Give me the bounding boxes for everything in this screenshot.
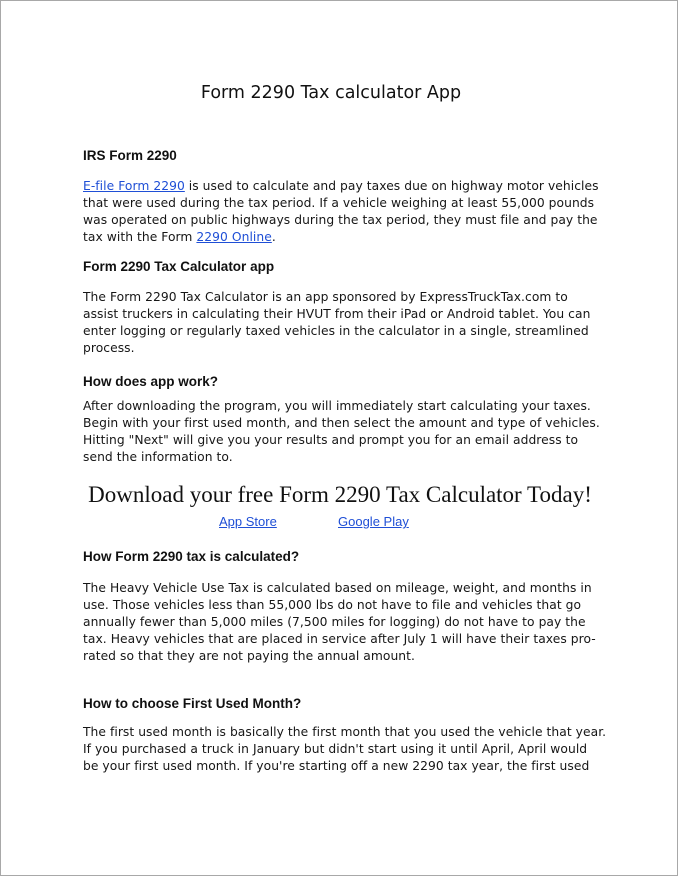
heading-tax-calculator-app: Form 2290 Tax Calculator app [83,259,275,274]
app-store-link[interactable]: App Store [219,514,277,529]
download-heading: Download your free Form 2290 Tax Calculator Today! [88,482,592,507]
heading-how-does-app-work: How does app work? [83,374,219,389]
paragraph-line: If you purchased a truck in January but didn't start using it until April, April would [83,742,588,756]
paragraph-line: rated so that they are not paying the annual amount. [83,649,415,663]
paragraph-first-used-month [83,724,607,775]
2290-online-link[interactable]: 2290 Online [196,230,272,244]
text-run: is used to calculate and pay taxes due on highway motor vehicles [184,179,599,193]
paragraph-line: process. [83,341,135,355]
text-run: . [271,230,276,244]
paragraph-line: that were used during the tax period. If a vehicle weighing at least 55,000 pounds [83,196,595,210]
paragraph-irs-form-2290 [83,178,603,246]
paragraph-line: assist truckers in calculating their HVUT from their iPad or Android tablet. You can [83,307,591,321]
paragraph-line: was operated on public highways during the tax period, they must file and pay the [83,213,598,227]
paragraph-line: annually fewer than 5,000 miles (7,500 miles for logging) do not have to pay the [83,615,586,629]
paragraph-line: Hitting "Next" will give you your results and prompt you for an email address to [83,433,579,447]
paragraph-tax-calculator-app [83,289,603,357]
heading-irs-form-2290: IRS Form 2290 [83,148,177,163]
paragraph-line: use. Those vehicles less than 55,000 lbs do not have to file and vehicles that go [83,598,582,612]
paragraph-line [83,178,603,195]
paragraph-line: The Form 2290 Tax Calculator is an app sponsored by ExpressTruckTax.com to [83,290,568,304]
text-run: tax with the Form [83,230,197,244]
paragraph-line: tax. Heavy vehicles that are placed in service after July 1 will have their taxes pro- [83,632,596,646]
paragraph-line: After downloading the program, you will immediately start calculating your taxes. [83,399,591,413]
paragraph-line: be your first used month. If you're starting off a new 2290 tax year, the first used [83,759,590,773]
paragraph-how-tax-is-calculated [83,580,603,665]
heading-how-tax-is-calculated: How Form 2290 tax is calculated? [83,549,300,564]
paragraph-how-does-app-work [83,398,603,466]
page-title: Form 2290 Tax calculator App [200,83,462,103]
paragraph-line: enter logging or regularly taxed vehicles in the calculator in a single, streamlined [83,324,589,338]
paragraph-line: The Heavy Vehicle Use Tax is calculated based on mileage, weight, and months in [83,581,592,595]
paragraph-line: The first used month is basically the first month that you used the vehicle that year. [83,725,607,739]
paragraph-line: Begin with your first used month, and then select the amount and type of vehicles. [83,416,600,430]
paragraph-line: send the information to. [83,450,233,464]
paragraph-line [83,229,603,246]
google-play-link[interactable]: Google Play [338,514,409,529]
heading-first-used-month: How to choose First Used Month? [83,696,302,711]
efile-form-2290-link[interactable]: E-file Form 2290 [83,179,185,193]
